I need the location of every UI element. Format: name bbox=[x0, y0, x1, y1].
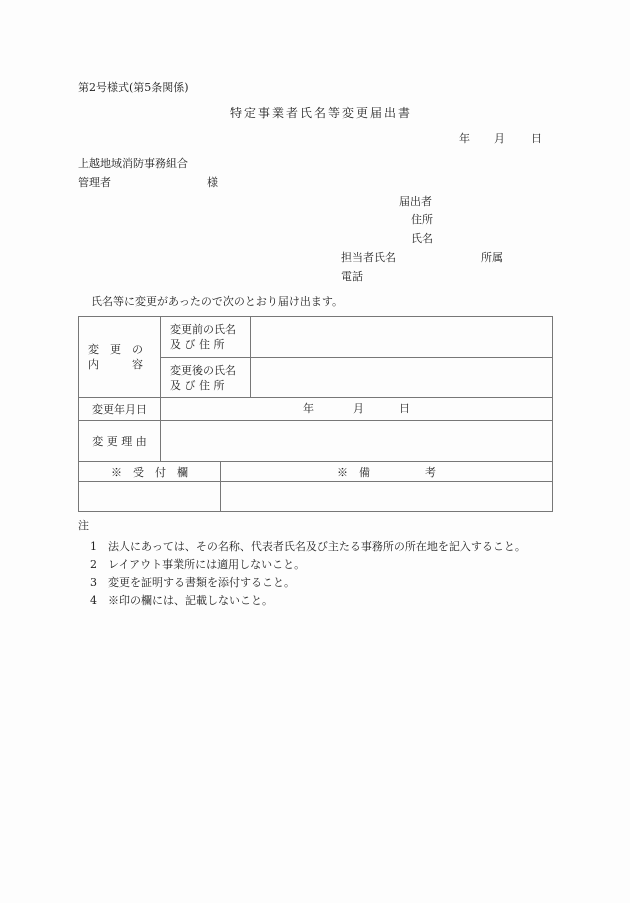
before-label-line2: 及 び 住 所 bbox=[170, 338, 225, 351]
note-item bbox=[90, 574, 526, 592]
date-month-label: 月 bbox=[494, 132, 505, 145]
intro-text: 氏名等に変更があったので次のとおり届け出ます。 bbox=[91, 295, 344, 308]
note-item bbox=[90, 592, 526, 610]
change-form-table bbox=[78, 316, 553, 512]
recipient-organization: 上越地域消防事務組合 bbox=[78, 157, 188, 170]
after-value-field[interactable] bbox=[251, 358, 553, 398]
before-label-line1: 変更前の氏名 bbox=[170, 323, 236, 336]
note-item bbox=[90, 556, 526, 574]
note-text: ※印の欄には、記載しないこと。 bbox=[108, 594, 273, 607]
notes-list bbox=[90, 538, 526, 610]
change-date-year: 年 bbox=[303, 402, 314, 415]
contact-name-label: 担当者氏名 bbox=[341, 251, 396, 264]
note-number: 2 bbox=[90, 558, 97, 571]
date-year-label: 年 bbox=[459, 132, 470, 145]
reason-label: 変 更 理 由 bbox=[79, 421, 161, 462]
department-label: 所属 bbox=[481, 251, 503, 264]
note-number: 3 bbox=[90, 576, 97, 589]
change-date-label: 変更年月日 bbox=[79, 398, 161, 421]
after-label-line2: 及 び 住 所 bbox=[170, 378, 225, 392]
remarks-field[interactable] bbox=[221, 482, 553, 512]
applicant-name-label: 氏名 bbox=[411, 232, 433, 245]
recipient-role: 管理者 bbox=[78, 176, 111, 189]
note-item bbox=[90, 538, 526, 556]
after-label-line1: 変更後の氏名 bbox=[170, 363, 236, 377]
date-day-label: 日 bbox=[531, 132, 542, 145]
reason-field[interactable] bbox=[161, 421, 553, 462]
phone-label: 電話 bbox=[341, 270, 363, 283]
note-text: 法人にあっては、その名称、代表者氏名及び主たる事務所の所在地を記入すること。 bbox=[108, 540, 526, 553]
form-number: 第2号様式(第5条関係) bbox=[78, 81, 189, 94]
reception-field[interactable] bbox=[79, 482, 221, 512]
remarks-header: ※ 備 考 bbox=[221, 462, 553, 482]
change-date-field[interactable] bbox=[161, 398, 553, 421]
change-date-month: 月 bbox=[353, 402, 364, 415]
change-date-day: 日 bbox=[399, 402, 410, 415]
note-text: 変更を証明する書類を添付すること。 bbox=[108, 576, 295, 589]
note-number: 4 bbox=[90, 594, 97, 607]
after-label bbox=[161, 358, 251, 398]
applicant-address-label: 住所 bbox=[411, 213, 433, 226]
reception-header: ※ 受 付 欄 bbox=[79, 462, 221, 482]
notes-heading: 注 bbox=[78, 519, 89, 532]
note-text: レイアウト事業所には適用しないこと。 bbox=[108, 558, 306, 571]
recipient-honorific: 様 bbox=[207, 176, 218, 189]
change-content-label-line1: 変 更 の bbox=[88, 343, 143, 356]
document-title: 特定事業者氏名等変更届出書 bbox=[230, 106, 413, 120]
change-content-label bbox=[79, 317, 161, 398]
before-label bbox=[161, 317, 251, 358]
applicant-heading: 届出者 bbox=[399, 195, 432, 208]
before-value-field[interactable] bbox=[251, 317, 553, 358]
change-content-label-line2: 内 容 bbox=[88, 358, 143, 371]
note-number: 1 bbox=[90, 540, 97, 553]
